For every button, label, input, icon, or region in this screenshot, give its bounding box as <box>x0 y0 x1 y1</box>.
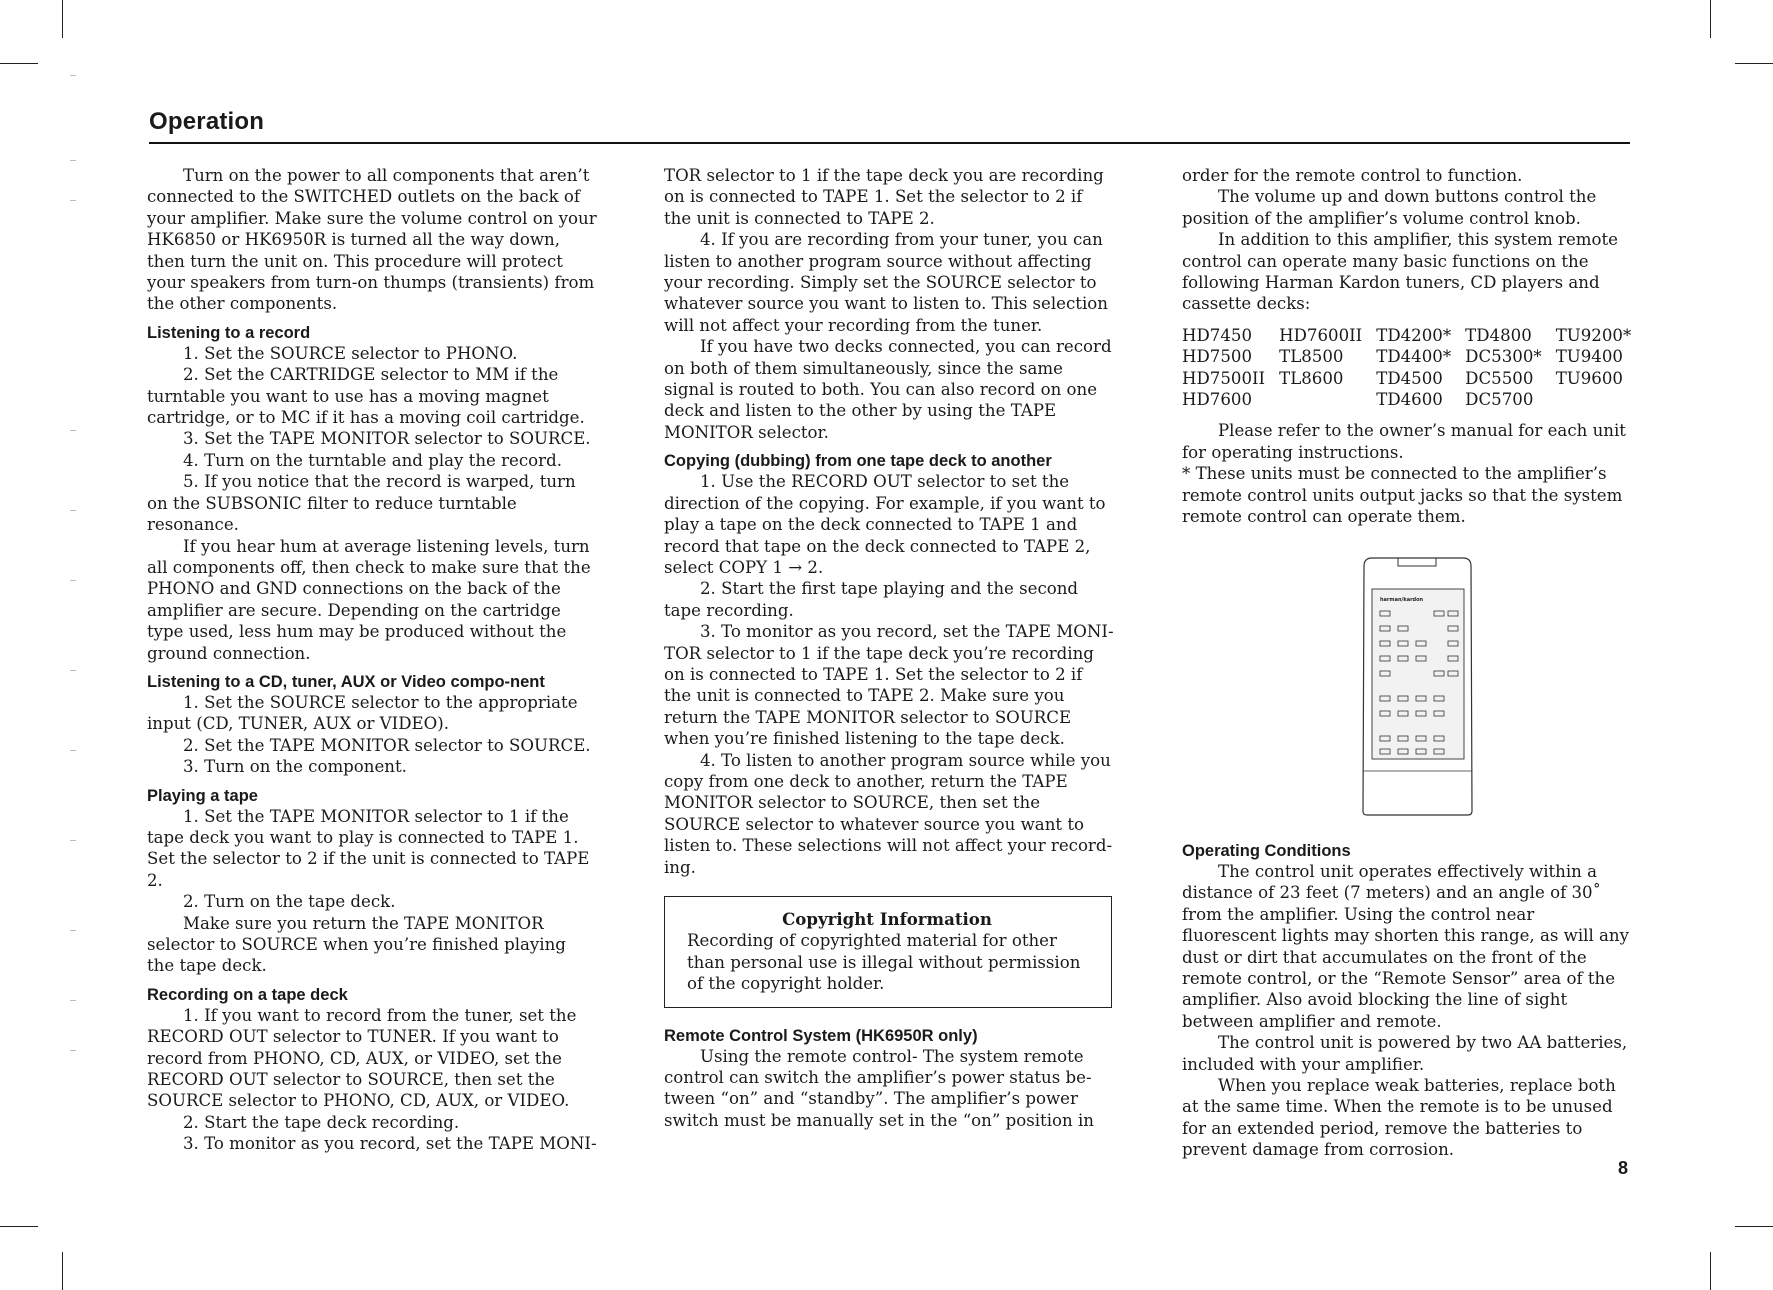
column-2 <box>664 165 1114 1131</box>
footnote: * These units must be connected to the amplifier’s remote control units output jacks so that the system remote control can operate them. <box>1182 464 1623 527</box>
crop-mark <box>62 1252 63 1290</box>
table-cell: TD4200* <box>1376 325 1452 345</box>
paragraph: If you have two decks connected, you can record on both of them simultaneously, since the same signal is routed to both. You can also record on one deck and listen to the other by using the TAPE MONITOR selector. <box>664 337 1112 442</box>
table-cell: TU9200* <box>1555 325 1632 345</box>
step: 4. Turn on the turntable and play the record. <box>183 450 562 470</box>
crop-mark <box>0 63 38 64</box>
step: 2. Start the first tape playing and the second tape recording. <box>664 579 1079 620</box>
table-cell: HD7600II <box>1279 325 1363 345</box>
paragraph: The volume up and down buttons control the position of the amplifier’s volume control knob. <box>1182 187 1597 228</box>
step: 3. Set the TAPE MONITOR selector to SOURCE. <box>183 429 591 449</box>
crop-mark <box>0 1226 38 1227</box>
table-cell: TD4800 <box>1465 325 1532 345</box>
step: 1. Use the RECORD OUT selector to set the direction of the copying. For example, if you want to play a tape on the deck connected to TAPE 1 and record that tape on the deck connected to TAPE 2, select COPY 1 → 2. <box>664 472 1106 577</box>
paragraph: TOR selector to 1 if the tape deck you are recording on is connected to TAPE 1. Set the selector to 2 if the unit is connected to TAPE 2. <box>664 166 1104 228</box>
table-cell: TU9400 <box>1555 347 1623 367</box>
page-number: 8 <box>1618 1158 1629 1178</box>
column-1 <box>147 165 597 1155</box>
step: 3. Turn on the component. <box>183 757 407 777</box>
crop-mark <box>1710 1252 1711 1290</box>
paragraph: When you replace weak batteries, replace both at the same time. When the remote is to be unused for an extended period, remove the batteries to prevent damage from corrosion. <box>1182 1076 1616 1160</box>
heading-listening-record: Listening to a record <box>147 323 311 342</box>
title-rule <box>149 142 1630 144</box>
copyright-title: Copyright Information <box>782 909 992 929</box>
step: 4. If you are recording from your tuner, you can listen to another program source without affecting your recording. Simply set the SOURCE selector to whatever source you want to listen to. This selection will not affect your recording from the tuner. <box>664 230 1108 335</box>
copyright-box <box>664 896 1112 1008</box>
operating-conditions-section <box>1182 841 1632 1161</box>
heading-listening-cd: Listening to a CD, tuner, AUX or Video compo-nent <box>147 672 545 691</box>
crop-mark <box>62 0 63 38</box>
table-cell: HD7500 <box>1182 347 1253 367</box>
step: 1. If you want to record from the tuner, set the RECORD OUT selector to TUNER. If you want to record from PHONO, CD, AUX, or VIDEO, set the RECORD OUT selector to SOURCE, then set the SOURCE selector to PHONO, CD, AUX, or VIDEO. <box>147 1005 577 1111</box>
step: 1. Set the TAPE MONITOR selector to 1 if the tape deck you want to play is connected to TAPE 1. Set the selector to 2 if the unit is connected to TAPE 2. <box>147 806 590 890</box>
paragraph: The control unit operates effectively within a distance of 23 feet (7 meters) and an angle of 30˚ from the amplifier. Using the control near fluorescent lights may shorten this range, as will any dust or dirt that accumulates on the front of the remote control, or the “Remote Sensor” area of the amplifier. Also avoid blocking the line of sight between amplifier and remote. <box>1182 862 1629 1031</box>
step: 2. Start the tape deck recording. <box>183 1112 460 1132</box>
paragraph: order for the remote control to function. <box>1182 166 1523 185</box>
remote-control-illustration <box>1360 556 1475 817</box>
step: 4. To listen to another program source while you copy from one deck to another, return the TAPE MONITOR selector to SOURCE, then set the SOURCE selector to whatever source you want to listen to. These selections will not affect your record-ing. <box>664 750 1113 877</box>
heading-copying: Copying (dubbing) from one tape deck to another <box>664 452 1052 471</box>
table-cell: TU9600 <box>1555 368 1623 388</box>
heading-remote-control: Remote Control System (HK6950R only) <box>664 1026 978 1045</box>
scan-margin-marks <box>70 60 90 1060</box>
step: 2. Set the CARTRIDGE selector to MM if the turntable you want to use has a moving magnet cartridge, or to MC if it has a moving coil cartridge. <box>147 365 585 428</box>
table-row <box>1182 325 1645 346</box>
table-cell: DC5700 <box>1465 390 1534 410</box>
intro-paragraph: Turn on the power to all components that aren’t connected to the SWITCHED outlets on the back of your amplifier. Make sure the volume control on your HK6850 or HK6950R is turned all the way down, then turn the unit on. This procedure will protect your speakers from turn-on thumps (transients) from the other components. <box>147 166 597 314</box>
table-cell: HD7450 <box>1182 325 1253 345</box>
step: 1. Set the SOURCE selector to PHONO. <box>183 343 518 363</box>
table-cell: TL8600 <box>1279 368 1344 388</box>
compatible-models-table <box>1182 325 1645 411</box>
step: 3. To monitor as you record, set the TAPE MONI- <box>183 1134 597 1154</box>
table-cell <box>1279 389 1376 410</box>
step: 3. To monitor as you record, set the TAPE MONI-TOR selector to 1 if the tape deck you’re recording on is connected to TAPE 1. Set the selector to 2 if the unit is connected to TAPE 2. Make sure you return the TAPE MONITOR selector to SOURCE when you’re finished listening to the tape deck. <box>664 622 1114 749</box>
table-row <box>1182 368 1645 389</box>
heading-playing-tape: Playing a tape <box>147 786 258 805</box>
page-title: Operation <box>149 108 265 135</box>
table-row <box>1182 389 1645 410</box>
column-3 <box>1182 165 1632 528</box>
table-cell: TD4500 <box>1376 368 1443 388</box>
table-cell: TD4400* <box>1376 347 1452 367</box>
paragraph: Using the remote control- The system remote control can switch the amplifier’s power status be-tween “on” and “standby”. The amplifier’s power switch must be manually set in the “on” position in <box>664 1046 1094 1130</box>
crop-mark <box>1735 63 1773 64</box>
heading-recording-tape: Recording on a tape deck <box>147 985 348 1004</box>
heading-operating-conditions: Operating Conditions <box>1182 842 1351 860</box>
table-row <box>1182 346 1645 367</box>
paragraph: In addition to this amplifier, this system remote control can operate many basic functions on the following Harman Kardon tuners, CD players and cassette decks: <box>1182 230 1619 314</box>
table-cell: DC5300* <box>1465 347 1542 367</box>
step: 2. Turn on the tape deck. <box>183 892 396 912</box>
copyright-text: Recording of copyrighted material for other than personal use is illegal without permission of the copyright holder. <box>687 931 1081 994</box>
paragraph: The control unit is powered by two AA batteries, included with your amplifier. <box>1182 1033 1628 1074</box>
paragraph: Please refer to the owner’s manual for each unit for operating instructions. <box>1182 421 1626 462</box>
table-cell: TL8500 <box>1279 347 1344 367</box>
table-cell: HD7500II <box>1182 368 1266 388</box>
table-cell: HD7600 <box>1182 390 1253 410</box>
step: 1. Set the SOURCE selector to the appropriate input (CD, TUNER, AUX or VIDEO). <box>147 692 578 734</box>
paragraph: Make sure you return the TAPE MONITOR selector to SOURCE when you’re finished playing the tape deck. <box>147 913 566 976</box>
step: 5. If you notice that the record is warped, turn on the SUBSONIC filter to reduce turntable resonance. <box>147 472 576 535</box>
paragraph: If you hear hum at average listening levels, turn all components off, then check to make sure that the PHONO and GND connections on the back of the amplifier are secure. Depending on the cartridge type used, less hum may be produced without the ground connection. <box>147 536 591 663</box>
table-cell: DC5500 <box>1465 368 1534 388</box>
remote-brand-label: harman/kardon <box>1380 597 1424 603</box>
crop-mark <box>1710 0 1711 38</box>
table-cell <box>1556 389 1646 410</box>
step: 2. Set the TAPE MONITOR selector to SOURCE. <box>183 735 591 755</box>
table-cell: TD4600 <box>1376 390 1443 410</box>
crop-mark <box>1735 1226 1773 1227</box>
